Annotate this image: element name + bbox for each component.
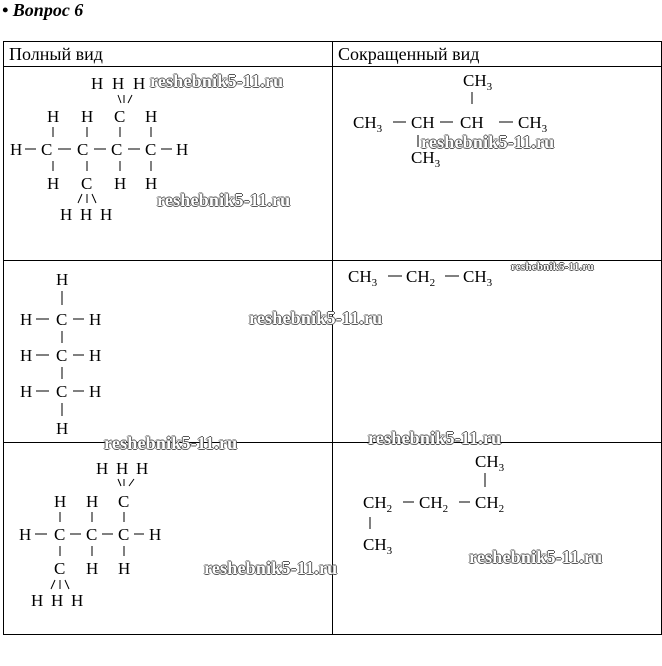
svg-text:CH3: $CH_3$ [463, 71, 493, 93]
watermark-text: reshebnik5-11.ru [150, 71, 284, 91]
svg-text:H: H [89, 310, 102, 329]
svg-text:H: H [89, 382, 102, 401]
svg-text:C: C [111, 140, 123, 159]
svg-text:H: H [60, 205, 73, 224]
structure-table [3, 41, 662, 635]
svg-text:C: C [118, 525, 130, 544]
svg-text:H: H [114, 174, 127, 193]
molecule-2-methylbutane-full [4, 443, 333, 635]
svg-text:H: H [116, 459, 129, 478]
svg-text:H: H [91, 74, 104, 93]
watermark-text: reshebnik5-11.ru [249, 308, 383, 328]
svg-text:H: H [145, 107, 158, 126]
row1-full-formula [4, 67, 333, 261]
svg-text:H: H [118, 559, 131, 578]
svg-text:CH3: $CH_3$ [463, 267, 493, 289]
svg-text:C: C [54, 525, 66, 544]
svg-text:CH3: $CH_3$ [411, 148, 441, 170]
header-full-form: Полный вид [4, 42, 333, 67]
svg-text:C: C [114, 107, 126, 126]
svg-text:C: C [56, 346, 68, 365]
svg-text:C: C [54, 559, 66, 578]
svg-text:H: H [176, 140, 189, 159]
svg-text:H: H [149, 525, 162, 544]
molecule-propane-short [333, 261, 662, 443]
svg-text:H: H [86, 492, 99, 511]
svg-text:C: C [41, 140, 53, 159]
watermark-text: reshebnik5-11.ru [469, 547, 603, 567]
svg-text:CH: CH [460, 113, 484, 132]
svg-text:H: H [51, 591, 64, 610]
svg-text:C: C [81, 174, 93, 193]
question-title: • Вопрос 6 [2, 0, 84, 20]
row2-short-formula [333, 261, 662, 448]
svg-text:H: H [10, 140, 23, 159]
svg-text:H: H [47, 174, 60, 193]
watermark-text: reshebnik5-11.ru [368, 428, 502, 448]
watermark-text: reshebnik5-11.ru [421, 132, 555, 152]
svg-text:H: H [100, 205, 113, 224]
svg-text:H: H [145, 174, 158, 193]
svg-text:CH2: $CH_2$ [475, 493, 505, 515]
svg-text:H: H [31, 591, 44, 610]
svg-text:H: H [81, 107, 94, 126]
svg-text:H: H [71, 591, 84, 610]
svg-text:CH: CH [411, 113, 435, 132]
svg-text:CH2: $CH_2$ [363, 493, 393, 515]
svg-text:H: H [54, 492, 67, 511]
svg-text:CH3: $CH_3$ [518, 113, 548, 135]
watermark-text: reshebnik5-11.ru [104, 433, 238, 453]
svg-text:H: H [20, 310, 33, 329]
row3-short-formula [333, 443, 662, 635]
svg-text:CH3: $CH_3$ [475, 452, 505, 474]
row3-full-formula [4, 443, 338, 635]
watermark-text: reshebnik5-11.ru [204, 558, 338, 578]
watermark-text: reshebnik5-11.ru [511, 261, 594, 273]
svg-text:H: H [96, 459, 109, 478]
molecule-propane-full [4, 261, 333, 443]
svg-text:H: H [47, 107, 60, 126]
svg-text:C: C [56, 382, 68, 401]
svg-text:H: H [86, 559, 99, 578]
molecule-2-methylbutane-short [333, 443, 662, 635]
svg-text:H: H [112, 74, 125, 93]
svg-text:C: C [56, 310, 68, 329]
svg-text:H: H [19, 525, 32, 544]
molecule-2-3-dimethylbutane-short [333, 67, 662, 261]
molecule-2-3-dimethylbutane-full [4, 67, 333, 261]
svg-text:CH2: $CH_2$ [406, 267, 436, 289]
svg-text:CH2: $CH_2$ [419, 493, 449, 515]
svg-text:CH3: $CH_3$ [353, 113, 383, 135]
svg-text:H: H [56, 419, 69, 438]
svg-text:H: H [20, 382, 33, 401]
svg-text:C: C [77, 140, 89, 159]
svg-text:CH3: $CH_3$ [363, 535, 393, 557]
svg-text:C: C [145, 140, 157, 159]
watermark-text: reshebnik5-11.ru [157, 190, 291, 210]
svg-text:H: H [56, 270, 69, 289]
svg-text:C: C [118, 492, 130, 511]
svg-text:H: H [133, 74, 146, 93]
svg-text:H: H [136, 459, 149, 478]
svg-text:H: H [20, 346, 33, 365]
svg-text:CH3: $CH_3$ [348, 267, 378, 289]
svg-text:C: C [86, 525, 98, 544]
row1-short-formula [333, 67, 662, 261]
svg-text:H: H [89, 346, 102, 365]
header-short-form: Сокращенный вид [333, 42, 662, 67]
svg-text:H: H [80, 205, 93, 224]
